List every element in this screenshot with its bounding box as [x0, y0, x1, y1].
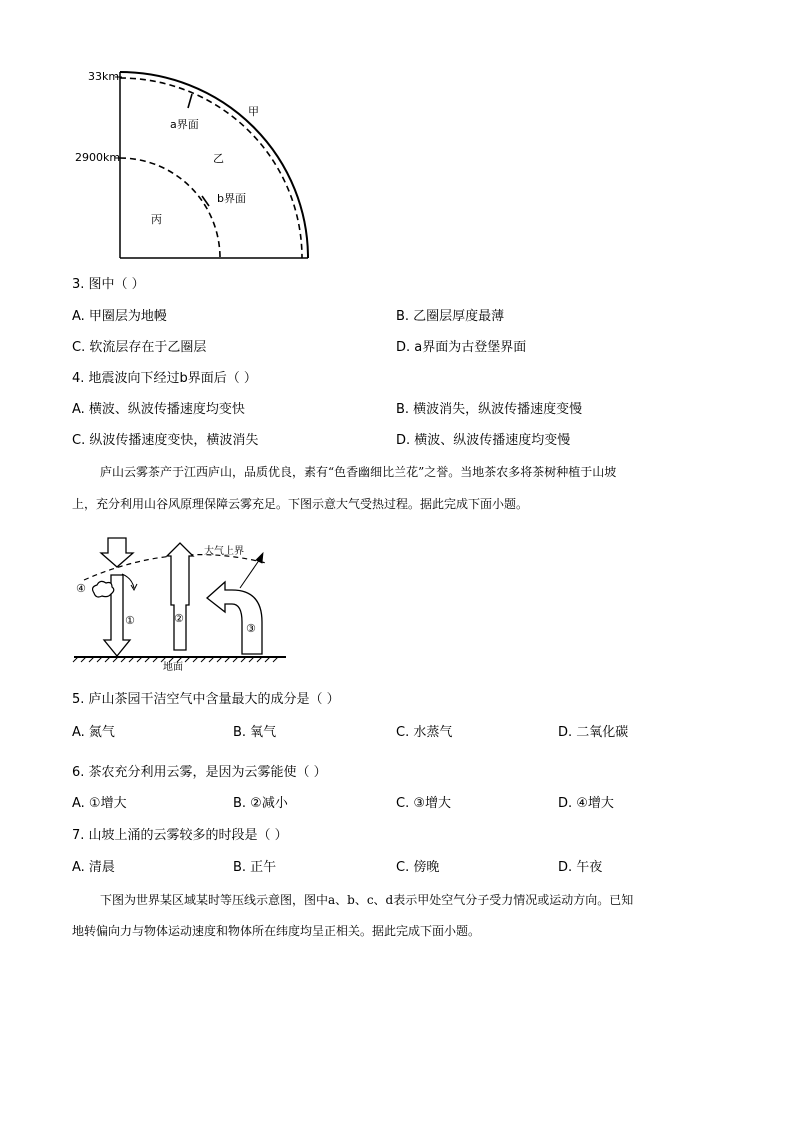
option-c[interactable]: C. 软流层存在于乙圈层 [72, 340, 207, 355]
label-a-interface: a界面 [170, 118, 199, 131]
option-b[interactable]: B. ②减小 [233, 796, 288, 811]
label-circle-1: ① [125, 614, 135, 627]
label-b-interface: b界面 [217, 192, 246, 205]
passage-line: 地转偏向力与物体运动速度和物体所在纬度均呈正相关。据此完成下面小题。 [72, 924, 481, 938]
option-d[interactable]: D. a界面为古登堡界面 [396, 340, 527, 355]
option-b[interactable]: B. 正午 [233, 860, 277, 875]
option-a[interactable]: A. 氮气 [72, 725, 115, 740]
option-d[interactable]: D. 二氧化碳 [558, 725, 629, 740]
option-a[interactable]: A. 甲圈层为地幔 [72, 309, 167, 324]
label-upper-boundary: 大气上界 [204, 546, 244, 557]
label-circle-4: ④ [76, 582, 86, 595]
arrow-3 [207, 582, 262, 654]
label-ground: 地面 [163, 662, 183, 673]
option-a[interactable]: A. ①增大 [72, 796, 127, 811]
question-stem: 5. 庐山茶园干洁空气中含量最大的成分是（ ） [72, 692, 340, 707]
atmospheric-radiation-arrowhead [256, 553, 263, 563]
question-stem: 6. 茶农充分利用云雾，是因为云雾能使（ ） [72, 765, 327, 780]
label-circle-2: ② [174, 612, 184, 625]
option-b[interactable]: B. 乙圈层厚度最薄 [396, 309, 505, 324]
label-2900km: 2900km [75, 151, 121, 164]
incoming-solar-arrow [101, 538, 133, 567]
option-d[interactable]: D. ④增大 [558, 796, 614, 811]
passage-line: 上，充分利用山谷风原理保障云雾充足。下图示意大气受热过程。据此完成下面小题。 [72, 497, 529, 511]
question-stem: 7. 山坡上涌的云雾较多的时段是（ ） [72, 828, 288, 843]
reflection-arrow [122, 574, 134, 588]
option-a[interactable]: A. 横波、纵波传播速度均变快 [72, 402, 245, 417]
arrow-2 [167, 543, 193, 650]
option-c[interactable]: C. 纵波传播速度变快，横波消失 [72, 433, 259, 448]
cloud [93, 581, 114, 597]
question-stem: 4. 地震波向下经过b界面后（ ） [72, 371, 257, 386]
label-circle-3: ③ [246, 622, 256, 635]
option-c[interactable]: C. ③增大 [396, 796, 451, 811]
option-b[interactable]: B. 横波消失，纵波传播速度变慢 [396, 402, 583, 417]
label-jia: 甲 [248, 105, 259, 118]
passage-line: 下图为世界某区域某时等压线示意图，图中a、b、c、d表示甲处空气分子受力情况或运动方向。已知 [100, 893, 634, 907]
label-33km: 33km [88, 70, 120, 83]
option-c[interactable]: C. 水蒸气 [396, 725, 453, 740]
question-stem: 3. 图中（ ） [72, 277, 145, 292]
option-d[interactable]: D. 横波、纵波传播速度均变慢 [396, 433, 571, 448]
option-b[interactable]: B. 氧气 [233, 725, 277, 740]
option-c[interactable]: C. 傍晚 [396, 860, 440, 875]
option-a[interactable]: A. 清晨 [72, 860, 115, 875]
option-d[interactable]: D. 午夜 [558, 860, 603, 875]
label-bing: 丙 [151, 213, 162, 226]
passage-line: 庐山云雾茶产于江西庐山，品质优良，素有“色香幽细比兰花”之誉。当地茶农多将茶树种植于山坡 [100, 465, 617, 479]
label-yi: 乙 [213, 152, 224, 165]
